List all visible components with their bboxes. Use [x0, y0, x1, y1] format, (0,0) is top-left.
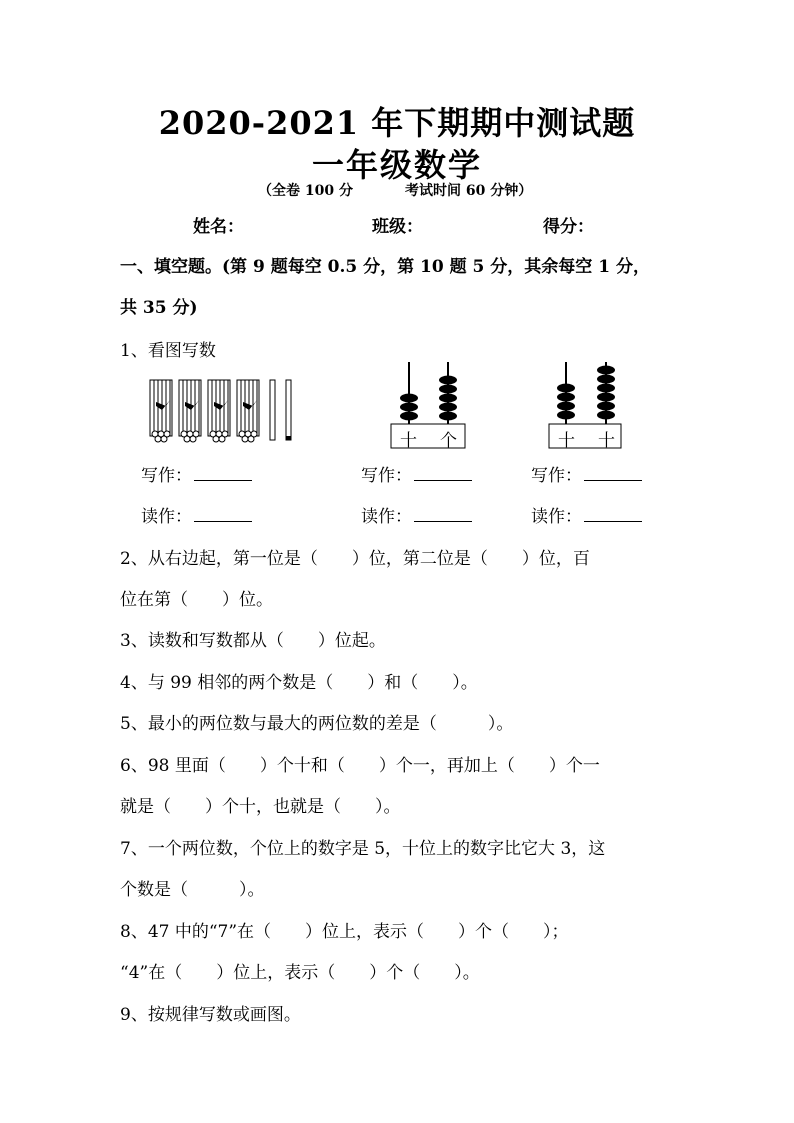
question-8-cont: “4”在（ ）位上，表示（ ）个（ ）。: [120, 963, 480, 983]
stick-bundles-image: [146, 376, 306, 444]
question-9: 9、按规律写数或画图。: [120, 1005, 301, 1025]
read-label: 读作：: [531, 507, 582, 527]
write-field-2[interactable]: [361, 461, 472, 486]
question-3: 3、读数和写数都从（ ）位起。: [120, 631, 386, 651]
question-4: 4、与 99 相邻的两个数是（ ）和（ ）。: [120, 673, 478, 693]
exam-title: 2020-2021 年下期期中测试题: [158, 104, 636, 142]
question-6-cont: 就是（ ）个十，也就是（ ）。: [120, 797, 401, 817]
read-field-2[interactable]: [361, 502, 472, 527]
answer-blank[interactable]: [194, 505, 252, 522]
question-2: 2、从右边起，第一位是（ ）位，第二位是（ ）位，百: [120, 549, 590, 569]
question-1: 1、看图写数: [120, 341, 216, 361]
question-7-cont: 个数是（ ）。: [120, 880, 265, 900]
abacus-2-right-label: 十: [598, 431, 615, 451]
section-heading: 一、填空题。(第 9 题每空 0.5 分，第 10 题 5 分，其余每空 1 分，: [120, 257, 650, 277]
read-label: 读作：: [361, 507, 412, 527]
exam-time-note: 考试时间 60 分钟）: [405, 183, 533, 199]
write-label: 写作：: [531, 466, 582, 486]
write-label: 写作：: [141, 466, 192, 486]
question-8: 8、47 中的“7”在（ ）位上，表示（ ）个（ ）；: [120, 922, 569, 942]
answer-blank[interactable]: [584, 464, 642, 481]
abacus-1: [390, 360, 466, 450]
section-heading-cont: 共 35 分): [120, 298, 198, 318]
question-5: 5、最小的两位数与最大的两位数的差是（ ）。: [120, 714, 514, 734]
question-7: 7、一个两位数，个位上的数字是 5，十位上的数字比它大 3，这: [120, 839, 606, 859]
question-2-cont: 位在第（ ）位。: [120, 590, 273, 610]
name-label: 姓名：: [193, 217, 244, 237]
write-field-3[interactable]: [531, 461, 642, 486]
score-label: 得分：: [543, 217, 594, 237]
abacus-2: [548, 360, 624, 450]
question-6: 6、98 里面（ ）个十和（ ）个一，再加上（ ）个一: [120, 756, 600, 776]
class-label: 班级：: [372, 217, 423, 237]
read-label: 读作：: [141, 507, 192, 527]
abacus-1-tens-label: 十: [400, 431, 417, 451]
read-field-3[interactable]: [531, 502, 642, 527]
answer-blank[interactable]: [414, 464, 472, 481]
write-field-1[interactable]: [141, 461, 252, 486]
total-score-note: （全卷 100 分: [258, 183, 353, 199]
exam-subject: 一年级数学: [311, 146, 482, 184]
abacus-2-left-label: 十: [558, 431, 575, 451]
answer-blank[interactable]: [584, 505, 642, 522]
read-field-1[interactable]: [141, 502, 252, 527]
write-label: 写作：: [361, 466, 412, 486]
abacus-1-ones-label: 个: [440, 431, 457, 451]
answer-blank[interactable]: [414, 505, 472, 522]
answer-blank[interactable]: [194, 464, 252, 481]
